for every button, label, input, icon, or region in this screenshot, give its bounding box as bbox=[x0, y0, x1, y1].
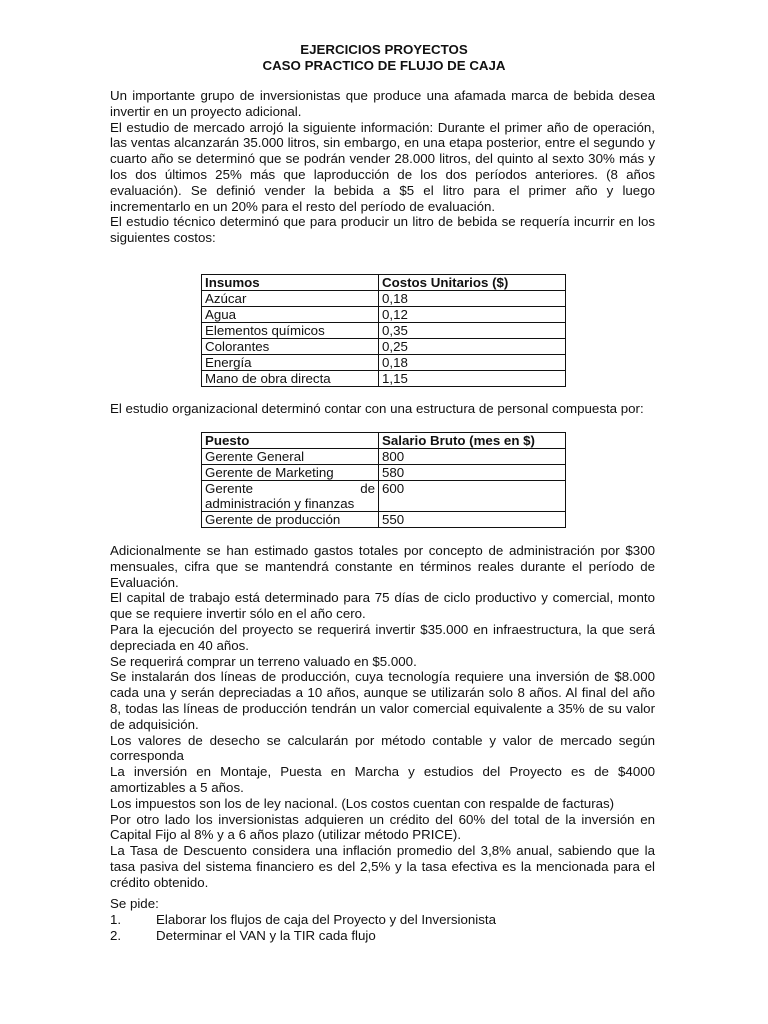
table-row bbox=[202, 307, 566, 323]
body-paragraph: Adicionalmente se han estimado gastos totales por concepto de administración por $300 mensuales, cifra que se mantendrá constante en términos reales durante el período de Evaluación. bbox=[110, 543, 655, 590]
table-row bbox=[202, 323, 566, 339]
body-paragraph: Los valores de desecho se calcularán por método contable y valor de mercado según corresponda bbox=[110, 732, 655, 764]
body-paragraph: La inversión en Montaje, Puesta en Marcha y estudios del Proyecto es de $4000 amortizables a 5 años. bbox=[110, 764, 655, 795]
cell-text: administración y finanzas bbox=[205, 496, 355, 511]
body-block bbox=[110, 543, 655, 891]
table-cell: 600 bbox=[379, 481, 566, 512]
table-cell: 0,35 bbox=[379, 323, 566, 339]
body-paragraph: Se instalarán dos líneas de producción, cuya tecnología requiere una inversión de $8.000 cada una y serán depreciadas a 10 años, aunque se utilizarán solo 8 años. Al final del año 8, todas las líneas de producción tendrán un valor comercial equivalente a 35% de su valor de adquisición. bbox=[110, 669, 655, 732]
costs-table bbox=[201, 274, 566, 387]
body-paragraph: Se requerirá comprar un terreno valuado en $5.000. bbox=[110, 653, 417, 669]
intro-block bbox=[110, 88, 655, 246]
body-paragraph: El capital de trabajo está determinado para 75 días de ciclo productivo y comercial, monto que se requiere invertir sólo en el año cero. bbox=[110, 590, 655, 622]
table-cell: Mano de obra directa bbox=[202, 371, 379, 387]
split-line bbox=[205, 481, 375, 496]
table-cell: Agua bbox=[202, 307, 379, 323]
table-cell: 0,12 bbox=[379, 307, 566, 323]
tasks-list bbox=[110, 896, 655, 944]
list-number: 1. bbox=[110, 911, 122, 927]
technical-study-paragraph: El estudio técnico determinó que para producir un litro de bebida se requería incurrir en los siguientes costos: bbox=[110, 214, 655, 246]
body-paragraph: Los impuestos son los de ley nacional. (Los costos cuentan con respalde de facturas) bbox=[110, 795, 615, 811]
table-cell: Colorantes bbox=[202, 339, 379, 355]
body-paragraph: Para la ejecución del proyecto se requerirá invertir $35.000 en infraestructura, la que será depreciada en 40 años. bbox=[110, 621, 655, 653]
table-cell: Gerente General bbox=[202, 449, 379, 465]
table-header-cell: Salario Bruto (mes en $) bbox=[379, 433, 566, 449]
table-row bbox=[202, 449, 566, 465]
org-study-paragraph: El estudio organizacional determinó contar con una estructura de personal compuesta por: bbox=[110, 401, 644, 416]
table-cell: Azúcar bbox=[202, 291, 379, 307]
cell-word: Gerente bbox=[205, 481, 254, 496]
intro-paragraph: Un importante grupo de inversionistas que produce una afamada marca de bebida desea invertir en un proyecto adicional. bbox=[110, 88, 655, 119]
table-header-cell: Puesto bbox=[202, 433, 379, 449]
table-row bbox=[202, 512, 566, 528]
table-cell: 550 bbox=[379, 512, 566, 528]
se-pide-label: Se pide: bbox=[110, 896, 159, 911]
list-item bbox=[110, 912, 655, 928]
table-cell: 1,15 bbox=[379, 371, 566, 387]
table-row bbox=[202, 481, 566, 512]
list-item bbox=[110, 928, 655, 944]
table-cell: Gerente de Marketing bbox=[202, 465, 379, 481]
table-row bbox=[202, 355, 566, 371]
table-cell: 0,18 bbox=[379, 355, 566, 371]
table-header-row bbox=[202, 275, 566, 291]
doc-title: EJERCICIOS PROYECTOS bbox=[300, 42, 468, 57]
table-cell bbox=[202, 481, 379, 512]
market-study-paragraph: El estudio de mercado arrojó la siguiente información: Durante el primer año de operación, las ventas alcanzarán 35.000 litros, sin embargo, en una etapa posterior, entre el segundo y cuarto año se determinó que se podrán vender 28.000 litros, del quinto al sexto 30% más y los dos últimos 25% más que laproducción de los dos períodos anteriores. (8 años evaluación). Se definió vender la bebida a $5 el litro para el primer año y luego incrementarlo en un 20% para el resto del período de evaluación. bbox=[110, 119, 655, 214]
cell-word: de bbox=[360, 481, 375, 496]
list-text: Elaborar los flujos de caja del Proyecto y del Inversionista bbox=[156, 911, 496, 927]
org-block bbox=[110, 401, 655, 417]
table-header-row bbox=[202, 433, 566, 449]
salary-table bbox=[201, 432, 566, 528]
table-cell: 0,18 bbox=[379, 291, 566, 307]
table-cell: 580 bbox=[379, 465, 566, 481]
table-header-cell: Costos Unitarios ($) bbox=[379, 275, 566, 291]
table-cell: Elementos químicos bbox=[202, 323, 379, 339]
table-row bbox=[202, 371, 566, 387]
table-cell: 0,25 bbox=[379, 339, 566, 355]
title-block bbox=[0, 42, 768, 74]
doc-subtitle: CASO PRACTICO DE FLUJO DE CAJA bbox=[262, 58, 506, 73]
table-row bbox=[202, 465, 566, 481]
table-cell: Gerente de producción bbox=[202, 512, 379, 528]
body-paragraph: La Tasa de Descuento considera una inflación promedio del 3,8% anual, sabiendo que la tasa pasiva del sistema financiero es del 2,5% y la tasa efectiva es la mencionada para el crédito obtenido. bbox=[110, 843, 655, 890]
table-header-cell: Insumos bbox=[202, 275, 379, 291]
table-cell: 800 bbox=[379, 449, 566, 465]
table-row bbox=[202, 339, 566, 355]
table-row bbox=[202, 291, 566, 307]
table-cell: Energía bbox=[202, 355, 379, 371]
list-text: Determinar el VAN y la TIR cada flujo bbox=[156, 927, 376, 943]
list-number: 2. bbox=[110, 927, 122, 943]
body-paragraph: Por otro lado los inversionistas adquieren un crédito del 60% del total de la inversión en Capital Fijo al 8% y a 6 años plazo (utilizar método PRICE). bbox=[110, 811, 655, 843]
